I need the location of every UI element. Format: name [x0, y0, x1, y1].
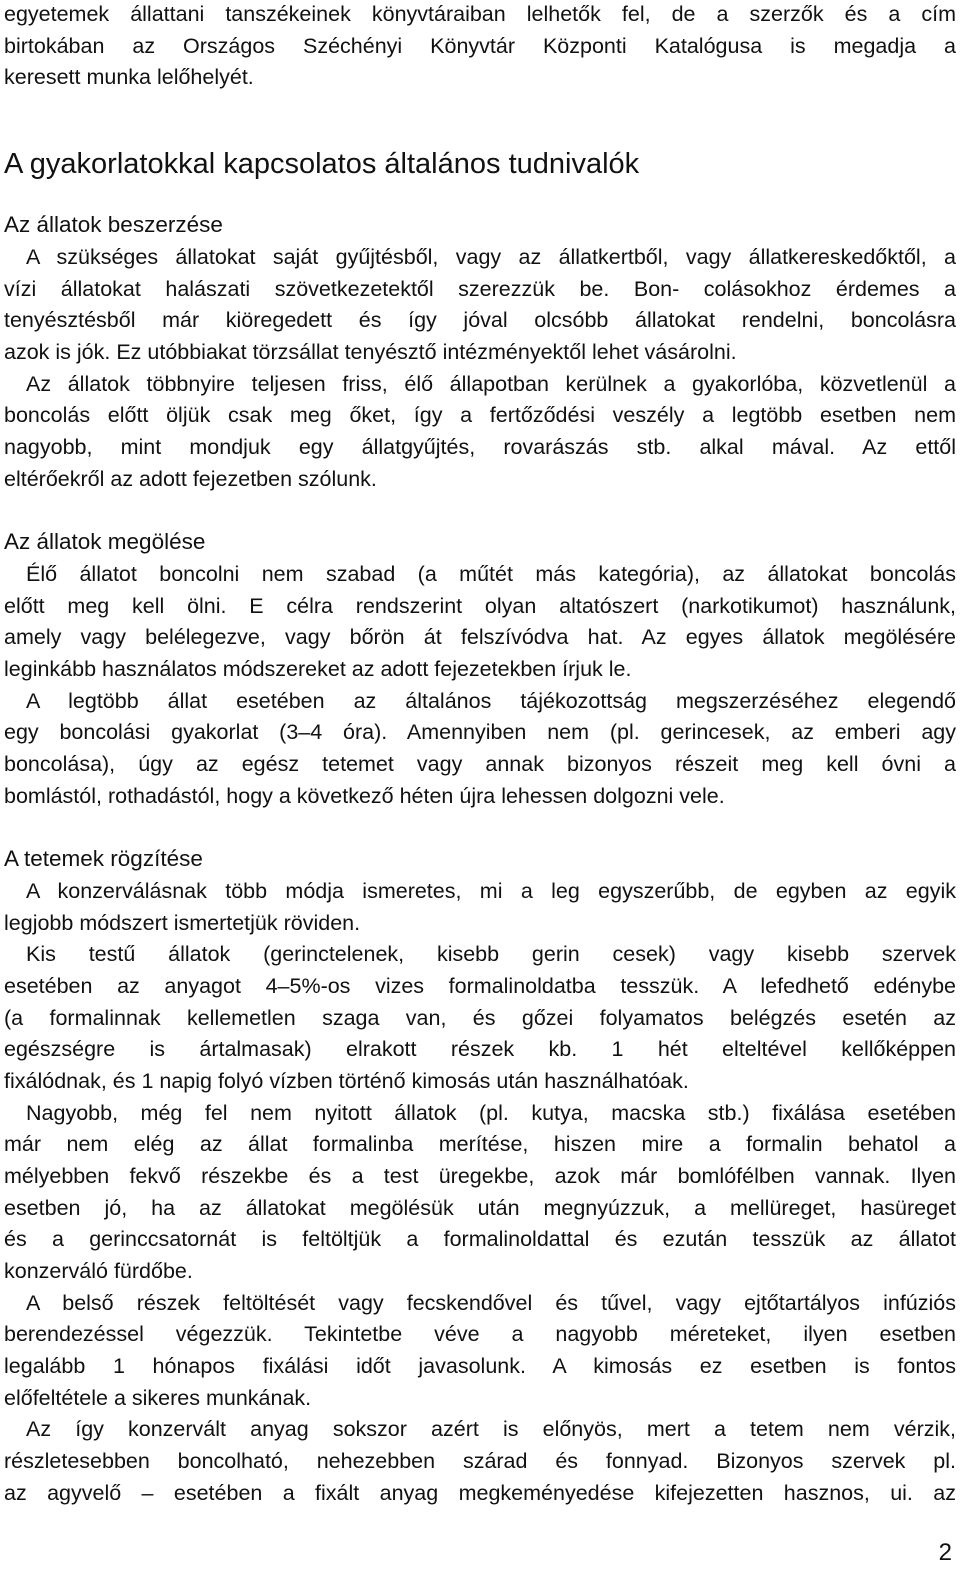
- paragraph-line: leginkább használatos módszereket az adott fejezetekben írjuk le.: [4, 657, 632, 681]
- paragraph-line: részletesebben boncolható, nehezebben szárad és fonnyad. Bizonyos szervek pl.: [4, 1449, 956, 1473]
- paragraph-line: (a formalinnak kellemetlen szaga van, és gőzei folyamatos belégzés esetén az: [4, 1006, 956, 1030]
- paragraph-line: és a gerinccsatornát is feltöltjük a formalinoldattal és ezután tesszük az állatot: [4, 1227, 956, 1251]
- page-number: 2: [938, 1539, 952, 1566]
- paragraph-line: előtt meg kell ölni. E célra rendszerint olyan altatószert (narkotikumot) használunk,: [4, 594, 956, 618]
- paragraph-line: eltérőekről az adott fejezetben szólunk.: [4, 467, 377, 491]
- paragraph-line: bomlástól, rothadástól, hogy a következő héten újra lehessen dolgozni vele.: [4, 784, 725, 808]
- intro-line: keresett munka lelőhelyét.: [4, 65, 254, 89]
- paragraph-line: amely vagy belélegezve, vagy bőrön át felszívódva hat. Az egyes állatok megölésére: [4, 625, 956, 649]
- paragraph-line: egészségre is ártalmasak) elrakott részek kb. 1 hét elteltével kellőképpen: [4, 1037, 956, 1061]
- paragraph-line: mélyebben fekvő részekbe és a test üregekbe, azok már bomlófélben vannak. Ilyen: [4, 1164, 956, 1188]
- paragraph-line: esetében az anyagot 4–5%-os vizes formalinoldatba tesszük. A lefedhető edénybe: [4, 974, 956, 998]
- paragraph-line: Az állatok többnyire teljesen friss, élő állapotban kerülnek a gyakorlóba, közvetlenül a: [26, 372, 956, 396]
- paragraph-line: Nagyobb, még fel nem nyitott állatok (pl. kutya, macska stb.) fixálása esetében: [26, 1101, 956, 1125]
- intro-line: egyetemek állattani tanszékeinek könyvtáraiban lelhetők fel, de a szerzők és a cím: [4, 2, 956, 26]
- paragraph-line: fixálódnak, és 1 napig folyó vízben történő kimosás után használhatóak.: [4, 1069, 689, 1093]
- section-heading-megolese: Az állatok megölése: [4, 529, 206, 554]
- paragraph-line: már nem elég az állat formalinba merítése, hiszen mire a formalin behatol a: [4, 1132, 956, 1156]
- paragraph-line: az agyvelő – esetében a fixált anyag megkeményedése kifejezetten hasznos, ui. az: [4, 1481, 956, 1505]
- paragraph-line: vízi állatokat halászati szövetkezetektől szerezzük be. Bon- colásokhoz érdemes a: [4, 277, 956, 301]
- paragraph-line: berendezéssel végezzük. Tekintetbe véve a nagyobb méreteket, ilyen esetben: [4, 1322, 956, 1346]
- paragraph-line: egy boncolási gyakorlat (3–4 óra). Amennyiben nem (pl. gerincesek, az emberi agy: [4, 720, 956, 744]
- paragraph-line: Élő állatot boncolni nem szabad (a műtét más kategória), az állatokat boncolás: [26, 562, 956, 586]
- paragraph-line: azok is jók. Ez utóbbiakat törzsállat tenyésztő intézményektől lehet vásárolni.: [4, 340, 737, 364]
- paragraph-line: Az így konzervált anyag sokszor azért is előnyös, mert a tetem nem vérzik,: [26, 1417, 956, 1441]
- paragraph-line: konzerváló fürdőbe.: [4, 1259, 193, 1283]
- main-heading: A gyakorlatokkal kapcsolatos általános tudnivalók: [4, 148, 640, 180]
- paragraph-line: A konzerválásnak több módja ismeretes, mi a leg egyszerűbb, de egyben az egyik: [26, 879, 956, 903]
- section-heading-rogzitese: A tetemek rögzítése: [4, 846, 203, 871]
- paragraph-line: nagyobb, mint mondjuk egy állatgyűjtés, rovarászás stb. alkal mával. Az ettől: [4, 435, 956, 459]
- section-heading-beszerzese: Az állatok beszerzése: [4, 212, 223, 237]
- paragraph-line: tenyésztésből már kiöregedett és így jóval olcsóbb állatokat rendelni, boncolásra: [4, 308, 956, 332]
- paragraph-line: legjobb módszert ismertetjük röviden.: [4, 911, 361, 935]
- paragraph-line: esetben jó, ha az állatokat megölésük után megnyúzzuk, a mellüreget, hasüreget: [4, 1196, 956, 1220]
- paragraph-line: A belső részek feltöltését vagy fecskendővel és tűvel, vagy ejtőtartályos infúziós: [26, 1291, 956, 1315]
- paragraph-line: boncolása), úgy az egész tetemet vagy annak bizonyos részeit meg kell óvni a: [4, 752, 956, 776]
- paragraph-line: legalább 1 hónapos fixálási időt javasolunk. A kimosás ez esetben is fontos: [4, 1354, 956, 1378]
- paragraph-line: előfeltétele a sikeres munkának.: [4, 1386, 312, 1410]
- paragraph-line: Kis testű állatok (gerinctelenek, kisebb gerin cesek) vagy kisebb szervek: [26, 942, 956, 966]
- intro-line: birtokában az Országos Széchényi Könyvtár Központi Katalógusa is megadja a: [4, 34, 956, 58]
- paragraph-line: A legtöbb állat esetében az általános tájékozottság megszerzéséhez elegendő: [26, 689, 956, 713]
- paragraph-line: A szükséges állatokat saját gyűjtésből, vagy az állatkertből, vagy állatkereskedőktől, a: [26, 245, 956, 269]
- paragraph-line: boncolás előtt öljük csak meg őket, így a fertőződési veszély a legtöbb esetben nem: [4, 403, 956, 427]
